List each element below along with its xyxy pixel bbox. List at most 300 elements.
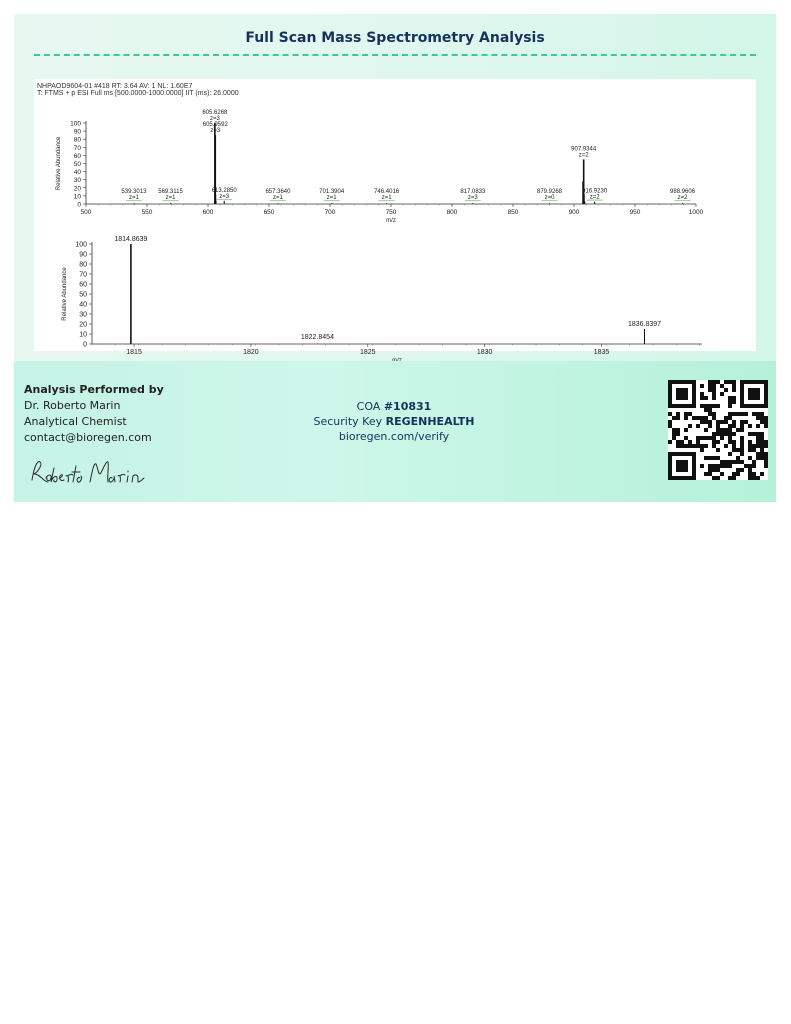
analyst-name: Dr. Roberto Marin	[24, 399, 121, 412]
qr-module	[756, 412, 760, 416]
security-key-line	[294, 414, 494, 429]
qr-module	[764, 452, 768, 456]
qr-module	[684, 412, 688, 416]
peak-charge-label: z=1	[129, 195, 139, 201]
peak-mz-label: 1836.8397	[627, 321, 662, 328]
peak-mz-label: 1822.8454	[300, 334, 334, 341]
qr-module	[736, 428, 740, 432]
qr-module	[728, 380, 732, 384]
qr-module	[764, 460, 768, 464]
qr-module	[732, 384, 736, 388]
qr-module	[708, 380, 712, 384]
qr-module	[732, 444, 736, 448]
qr-module	[716, 456, 720, 460]
qr-module	[728, 440, 732, 444]
qr-module	[760, 448, 764, 452]
qr-module	[748, 464, 752, 468]
qr-module	[732, 388, 736, 392]
qr-module	[712, 412, 716, 416]
qr-module	[728, 476, 732, 480]
qr-module	[748, 472, 752, 476]
qr-module	[740, 412, 744, 416]
qr-module	[764, 464, 768, 468]
qr-module	[728, 400, 732, 404]
y-tick-label: 100	[70, 120, 81, 128]
qr-module	[728, 404, 732, 408]
x-axis-title: m/z	[386, 218, 396, 224]
y-axis-title: Relative Abundance	[62, 267, 68, 321]
qr-module	[696, 440, 700, 444]
qr-module	[760, 452, 764, 456]
qr-module	[760, 416, 764, 420]
qr-module	[736, 412, 740, 416]
qr-module	[748, 432, 752, 436]
qr-module	[708, 472, 712, 476]
qr-module	[720, 420, 724, 424]
x-tick-label: 1820	[243, 349, 259, 356]
qr-module	[720, 436, 724, 440]
qr-module	[724, 432, 728, 436]
qr-module	[700, 444, 704, 448]
qr-module	[744, 412, 748, 416]
qr-module	[728, 432, 732, 436]
y-tick-label: 80	[73, 136, 81, 144]
qr-module	[764, 420, 768, 424]
qr-module	[760, 456, 764, 460]
y-tick-label: 0	[77, 201, 81, 209]
qr-module	[720, 392, 724, 396]
peak-mz-label: 1814.8639	[114, 236, 148, 243]
qr-module	[716, 476, 720, 480]
qr-module	[708, 388, 712, 392]
qr-module	[756, 424, 760, 428]
peak-charge-label: z=2	[589, 194, 600, 201]
qr-module	[712, 384, 716, 388]
qr-module	[712, 440, 716, 444]
qr-module	[748, 440, 752, 444]
qr-module	[696, 444, 700, 448]
qr-module	[740, 424, 744, 428]
qr-module	[704, 408, 708, 412]
x-tick-label: 650	[263, 209, 275, 216]
qr-module	[708, 464, 712, 468]
qr-module	[764, 424, 768, 428]
qr-module	[732, 400, 736, 404]
qr-module	[712, 416, 716, 420]
qr-module	[716, 464, 720, 468]
qr-module	[740, 436, 744, 440]
qr-module	[672, 428, 676, 432]
peak-charge-label: z=1	[273, 195, 283, 201]
qr-module	[728, 460, 732, 464]
qr-module	[756, 444, 760, 448]
peak-charge-label: z=1	[165, 195, 176, 201]
qr-module	[724, 464, 728, 468]
y-tick-label: 50	[73, 161, 81, 168]
peak-charge-label: z=2	[677, 195, 688, 201]
qr-module	[712, 388, 716, 392]
qr-module	[700, 436, 704, 440]
y-tick-label: 60	[79, 281, 87, 289]
qr-module	[724, 444, 728, 448]
qr-module	[728, 424, 732, 428]
y-tick-label: 50	[79, 291, 87, 299]
qr-module	[700, 448, 704, 452]
x-tick-label: 550	[141, 209, 153, 216]
qr-module	[732, 440, 736, 444]
peak-mz-label: 701.3904	[319, 189, 345, 195]
qr-module	[696, 416, 700, 420]
coa-block	[294, 399, 494, 444]
qr-module	[740, 428, 744, 432]
qr-module	[728, 416, 732, 420]
qr-module	[748, 456, 752, 460]
qr-module	[732, 412, 736, 416]
qr-module	[736, 448, 740, 452]
peak-mz-label: 613.2850	[211, 187, 237, 194]
qr-module	[736, 472, 740, 476]
y-tick-label: 30	[73, 177, 81, 185]
qr-module	[716, 448, 720, 452]
peak-mz-label: 817.0833	[460, 189, 486, 195]
qr-module	[676, 416, 680, 420]
peak-mz-label: 569.3115	[158, 189, 183, 195]
qr-module	[724, 428, 728, 432]
qr-module	[752, 476, 756, 480]
y-tick-label: 90	[79, 251, 87, 259]
qr-module	[732, 460, 736, 464]
qr-module	[752, 412, 756, 416]
qr-module	[708, 436, 712, 440]
x-tick-label: 950	[629, 209, 641, 216]
x-tick-label: 1830	[476, 349, 493, 356]
qr-module	[696, 436, 700, 440]
qr-module	[740, 452, 744, 456]
qr-module	[720, 428, 724, 432]
qr-module	[692, 444, 696, 448]
y-tick-label: 80	[79, 261, 87, 269]
qr-module	[740, 444, 744, 448]
qr-module	[716, 468, 720, 472]
qr-module	[676, 428, 680, 432]
qr-module	[732, 420, 736, 424]
y-tick-label: 0	[83, 341, 87, 349]
qr-module	[728, 428, 732, 432]
qr-module	[740, 420, 744, 424]
qr-module	[700, 392, 704, 396]
qr-module	[764, 456, 768, 460]
qr-module	[700, 416, 704, 420]
y-axis-title: Relative Abundance	[56, 136, 62, 191]
qr-finder-core	[676, 388, 688, 400]
qr-module	[712, 464, 716, 468]
y-tick-label: 70	[79, 271, 87, 279]
x-tick-label: 850	[507, 209, 519, 216]
qr-module	[764, 416, 768, 420]
qr-module	[760, 440, 764, 444]
qr-module	[696, 424, 700, 428]
qr-module	[748, 444, 752, 448]
y-tick-label: 20	[73, 185, 81, 193]
qr-module	[736, 468, 740, 472]
qr-module	[708, 468, 712, 472]
qr-module	[680, 444, 684, 448]
qr-module	[760, 432, 764, 436]
qr-module	[752, 444, 756, 448]
qr-module	[688, 412, 692, 416]
qr-module	[688, 440, 692, 444]
qr-module	[728, 452, 732, 456]
qr-module	[740, 460, 744, 464]
qr-module	[740, 448, 744, 452]
qr-module	[704, 428, 708, 432]
qr-module	[716, 380, 720, 384]
qr-module	[748, 424, 752, 428]
qr-module	[760, 412, 764, 416]
qr-module	[704, 404, 708, 408]
qr-module	[716, 428, 720, 432]
peak-mz-label: 916.9230	[582, 188, 608, 195]
x-tick-label: 750	[385, 209, 397, 216]
x-tick-label: 1815	[126, 349, 142, 356]
qr-module	[756, 416, 760, 420]
y-tick-label: 100	[75, 241, 87, 249]
qr-module	[700, 404, 704, 408]
qr-module	[720, 432, 724, 436]
qr-module	[672, 432, 676, 436]
qr-module	[708, 420, 712, 424]
qr-module	[736, 456, 740, 460]
qr-module	[668, 412, 672, 416]
qr-module	[700, 420, 704, 424]
peak-mz-label: 879.9268	[536, 189, 563, 195]
qr-module	[724, 416, 728, 420]
x-tick-label: 900	[568, 209, 580, 216]
peak-mz-label: 746.4016	[374, 189, 400, 195]
qr-module	[732, 472, 736, 476]
qr-module	[752, 472, 756, 476]
coa-number-line	[294, 399, 494, 414]
qr-module	[720, 472, 724, 476]
qr-module	[716, 432, 720, 436]
qr-module	[712, 396, 716, 400]
y-tick-label: 10	[79, 331, 87, 339]
qr-module	[684, 444, 688, 448]
analyst-email[interactable]: contact@bioregen.com	[24, 431, 152, 444]
qr-module	[732, 424, 736, 428]
qr-module	[752, 432, 756, 436]
qr-module	[700, 384, 704, 388]
qr-module	[712, 432, 716, 436]
y-tick-label: 10	[73, 193, 81, 201]
qr-module	[672, 436, 676, 440]
analyst-block	[24, 382, 164, 446]
qr-module	[712, 436, 716, 440]
qr-module	[712, 404, 716, 408]
qr-module	[704, 472, 708, 476]
qr-module	[712, 456, 716, 460]
qr-module	[724, 388, 728, 392]
analyst-role: Analytical Chemist	[24, 415, 127, 428]
qr-module	[720, 384, 724, 388]
spectrum-header-line-2: T: FTMS + p ESI Full ms [500.0000-1000.0000] IIT (ms): 26.0000	[37, 90, 239, 97]
qr-module	[740, 440, 744, 444]
qr-module	[668, 420, 672, 424]
x-tick-label: 600	[202, 209, 214, 216]
qr-module	[728, 396, 732, 400]
report-card	[14, 14, 776, 502]
qr-code-icon[interactable]	[668, 380, 768, 480]
x-tick-label: 1000	[688, 209, 704, 216]
qr-module	[732, 448, 736, 452]
y-tick-label: 70	[73, 144, 81, 152]
qr-module	[756, 440, 760, 444]
qr-module	[716, 440, 720, 444]
coa-prefix: COA	[356, 400, 384, 413]
qr-module	[684, 428, 688, 432]
qr-module	[732, 380, 736, 384]
qr-module	[728, 464, 732, 468]
qr-module	[700, 396, 704, 400]
qr-module	[756, 476, 760, 480]
spectrum-figure	[34, 79, 756, 356]
x-tick-label: 700	[324, 209, 336, 216]
qr-module	[692, 416, 696, 420]
signature-icon	[28, 454, 148, 488]
qr-module	[704, 416, 708, 420]
qr-module	[748, 448, 752, 452]
analyst-heading: Analysis Performed by	[24, 383, 164, 396]
peak-charge-label: z=1	[326, 195, 337, 201]
qr-module	[712, 468, 716, 472]
title-divider	[34, 54, 756, 56]
qr-module	[760, 420, 764, 424]
verify-url[interactable]: bioregen.com/verify	[338, 430, 450, 443]
peak-charge-label: z=3	[210, 128, 221, 135]
qr-module	[688, 424, 692, 428]
qr-module	[756, 432, 760, 436]
qr-module	[680, 440, 684, 444]
qr-module	[744, 464, 748, 468]
qr-module	[676, 444, 680, 448]
qr-module	[704, 456, 708, 460]
qr-module	[668, 440, 672, 444]
qr-module	[756, 452, 760, 456]
qr-module	[676, 432, 680, 436]
qr-module	[736, 460, 740, 464]
qr-module	[684, 416, 688, 420]
qr-module	[732, 396, 736, 400]
qr-module	[764, 444, 768, 448]
qr-module	[724, 420, 728, 424]
y-tick-label: 90	[73, 128, 81, 136]
peak-mz-label: 657.3640	[265, 189, 291, 195]
qr-module	[708, 456, 712, 460]
qr-module	[716, 404, 720, 408]
qr-code-graphic	[668, 380, 768, 480]
qr-module	[668, 424, 672, 428]
peak-mz-label: 988.9606	[670, 189, 696, 195]
coa-number: #10831	[383, 400, 432, 413]
qr-module	[732, 432, 736, 436]
qr-module	[764, 440, 768, 444]
qr-module	[748, 476, 752, 480]
qr-module	[740, 468, 744, 472]
qr-module	[728, 412, 732, 416]
peak-charge-label: z=1	[381, 195, 392, 201]
peak-mz-label: 605.9592	[202, 122, 228, 129]
qr-module	[716, 424, 720, 428]
spectrum-plot-bottom	[62, 236, 702, 364]
security-key: REGENHEALTH	[385, 415, 475, 428]
qr-module	[732, 476, 736, 480]
y-tick-label: 60	[73, 152, 81, 160]
qr-module	[760, 444, 764, 448]
qr-module	[760, 436, 764, 440]
qr-module	[728, 436, 732, 440]
report-footer	[14, 361, 776, 502]
qr-module	[752, 460, 756, 464]
x-tick-label: 800	[446, 209, 458, 216]
qr-finder-core	[676, 460, 688, 472]
qr-module	[752, 448, 756, 452]
x-tick-label: 1835	[593, 349, 610, 356]
qr-module	[708, 384, 712, 388]
qr-module	[720, 460, 724, 464]
qr-module	[748, 468, 752, 472]
peak-mz-label: 539.3013	[121, 189, 147, 195]
peak-charge-label: z=3	[219, 193, 230, 200]
qr-module	[724, 380, 728, 384]
qr-module	[752, 464, 756, 468]
peak-mz-label: 605.6268	[202, 110, 228, 116]
qr-module	[744, 420, 748, 424]
qr-module	[712, 392, 716, 396]
peak-charge-label: z=3	[209, 116, 220, 122]
peak-mz-label: 907.9344	[571, 146, 597, 153]
qr-module	[688, 444, 692, 448]
spectrum-plots	[34, 79, 756, 356]
qr-module	[756, 456, 760, 460]
qr-module	[676, 440, 680, 444]
qr-module	[704, 396, 708, 400]
qr-module	[704, 444, 708, 448]
qr-module	[712, 380, 716, 384]
qr-module	[756, 436, 760, 440]
peak-charge-label: z=0	[544, 195, 555, 201]
analyst-signature	[28, 454, 148, 492]
qr-module	[704, 436, 708, 440]
peak-charge-label: z=2	[578, 152, 589, 159]
qr-module	[724, 460, 728, 464]
spectrum-plot-top	[56, 110, 704, 224]
qr-module	[672, 416, 676, 420]
qr-module	[704, 420, 708, 424]
y-tick-label: 40	[73, 169, 81, 177]
qr-module	[708, 412, 712, 416]
qr-module	[712, 476, 716, 480]
security-key-prefix: Security Key	[313, 415, 386, 428]
qr-module	[676, 412, 680, 416]
qr-module	[720, 464, 724, 468]
y-tick-label: 40	[79, 301, 87, 309]
qr-module	[684, 436, 688, 440]
qr-finder-core	[748, 388, 760, 400]
spectrum-header-line-1: NHPAOD9604-01 #418 RT: 3.64 AV: 1 NL: 1.60E7	[37, 83, 193, 90]
y-tick-label: 30	[79, 311, 87, 319]
x-tick-label: 1825	[359, 349, 376, 356]
qr-module	[712, 444, 716, 448]
